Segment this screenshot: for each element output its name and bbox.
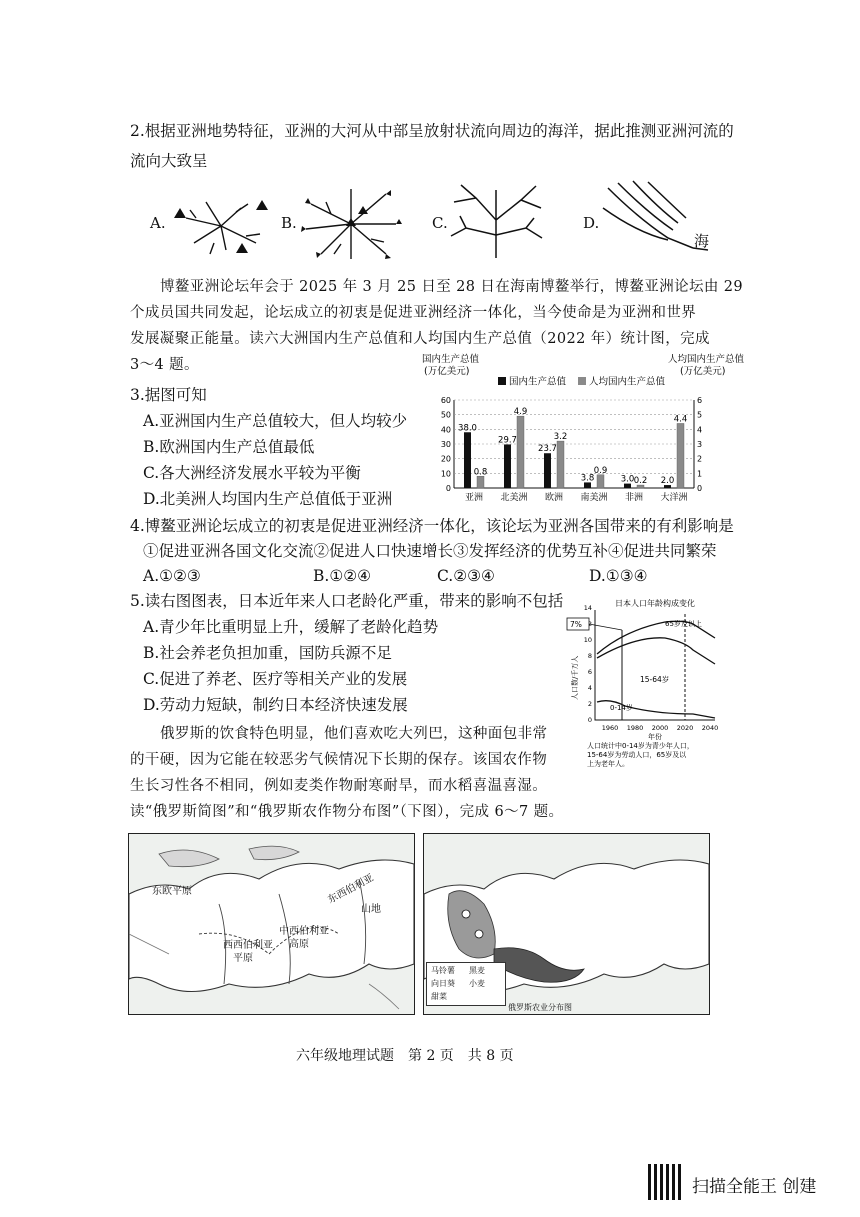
gdp-data-label: 3.0 — [620, 474, 635, 485]
gdp-ytick-right: 4 — [697, 425, 703, 435]
q2-option-c-figure — [446, 180, 546, 260]
agri-legend-sugar-beet: 甜菜 — [431, 992, 447, 1001]
q5-option-c: C.促进了养老、医疗等相关产业的发展 — [143, 670, 408, 688]
q2-option-b-figure — [296, 184, 406, 264]
qr-code-icon — [648, 1164, 684, 1200]
jp-note-2: 15-64岁为劳动人口，65岁及以 — [587, 751, 687, 759]
gdp-ytick-right: 1 — [697, 469, 703, 479]
map1-east-siberia-label-2: 山地 — [361, 904, 381, 915]
agri-legend-wheat: 小麦 — [469, 979, 485, 988]
gdp-ylabel-left-1: 国内生产总值 — [422, 354, 480, 365]
japan-chart-title: 日本人口年龄构成变化 — [615, 599, 695, 608]
q2-stem-line1: 2.根据亚洲地势特征，亚洲的大河从中部呈放射状流向周边的海洋，据此推测亚洲河流的 — [130, 122, 734, 140]
gdp-category-label: 南美洲 — [580, 493, 608, 503]
q4-stem: 4.博鳌亚洲论坛成立的初衷是促进亚洲经济一体化，该论坛为亚洲各国带来的有利影响是 — [130, 517, 734, 535]
jp-ytick-4: 4 — [587, 684, 592, 692]
jp-xtick-1960: 1960 — [601, 724, 619, 732]
q4-option-b: B.①②④ — [313, 567, 372, 585]
gdp-data-label: 23.7 — [538, 444, 557, 455]
q2-option-c-label: C. — [432, 214, 448, 232]
russia-map-drawing — [129, 834, 414, 1014]
gdp-data-label: 29.7 — [498, 435, 517, 446]
q2-option-d-label: D. — [583, 214, 600, 232]
gdp-category-label: 北美洲 — [500, 493, 528, 503]
q3-option-b: B.欧洲国内生产总值最低 — [143, 438, 315, 456]
jp-label-young: 0-14岁 — [610, 704, 633, 712]
gdp-bar — [464, 432, 471, 488]
scanner-watermark: 扫描全能王 创建 — [692, 1177, 817, 1197]
q3-option-a: A.亚洲国内生产总值较大，但人均较少 — [143, 412, 408, 430]
map1-east-siberia-label-1: 东西伯利亚 — [326, 872, 376, 906]
q4-items: ①促进亚洲各国文化交流②促进人口快速增长③发挥经济的优势互补④促进共同繁荣 — [143, 542, 717, 560]
russia-simple-map — [128, 833, 415, 1015]
gdp-data-label: 2.0 — [660, 476, 675, 487]
jp-ytick-10: 10 — [583, 636, 592, 644]
gdp-ylabel-right-2: (万亿美元) — [680, 366, 726, 377]
gdp-ytick-right: 0 — [697, 484, 703, 493]
gdp-ytick-left: 60 — [440, 396, 451, 405]
jp-xlabel: 年份 — [648, 733, 662, 741]
jp-note-1: 人口统计中0-14岁为青少年人口， — [587, 742, 694, 750]
legend-label-gdp: 国内生产总值 — [509, 376, 567, 388]
per-capita-bar — [517, 416, 524, 488]
agri-legend-sunflower: 向日葵 — [431, 979, 455, 988]
intro2-line4: 读“俄罗斯简图”和“俄罗斯农作物分布图”（下图），完成 6～7 题。 — [130, 804, 564, 820]
gdp-ytick-right: 2 — [697, 454, 703, 464]
per-capita-bar — [477, 476, 484, 488]
per-capita-data-label: 4.4 — [673, 414, 688, 425]
q4-option-a: A.①②③ — [143, 567, 201, 585]
per-capita-bar — [557, 441, 564, 488]
intro2-line3: 生长习性各不相同，例如麦类作物耐寒耐旱，而水稻喜温喜湿。 — [130, 778, 548, 794]
q4-option-c: C.②③④ — [437, 567, 495, 585]
jp-callout: 7% — [570, 620, 582, 629]
gdp-category-label: 非洲 — [624, 493, 644, 503]
agri-legend-rye: 黑麦 — [469, 966, 485, 975]
japan-population-chart — [565, 590, 735, 766]
jp-xtick-2000: 2000 — [651, 724, 669, 732]
gdp-ytick-left: 30 — [440, 440, 451, 449]
jp-ytick-8: 8 — [587, 652, 592, 660]
q4-option-d: D.①③④ — [589, 567, 648, 585]
q2-option-b-label: B. — [281, 214, 297, 232]
jp-callout-leader — [589, 624, 622, 630]
gdp-ytick-left: 40 — [440, 425, 451, 435]
jp-xtick-2040: 2040 — [701, 724, 719, 732]
gdp-ylabel-left-2: (万亿美元) — [424, 366, 470, 377]
gdp-ytick-right: 3 — [697, 440, 703, 449]
agri-legend-potato: 马铃薯 — [431, 966, 455, 975]
gdp-ytick-left: 10 — [440, 469, 451, 479]
map1-central-siberia-label-2: 高原 — [289, 939, 309, 950]
jp-ytick-14: 14 — [583, 604, 592, 612]
gdp-data-label: 3.8 — [580, 473, 595, 484]
gdp-ytick-left: 20 — [440, 454, 451, 464]
intro2-line2: 的干硬，因为它能在较恶劣气候情况下长期的保存。该国农作物 — [130, 752, 548, 768]
gdp-category-label: 欧洲 — [544, 493, 564, 503]
q3-option-d: D.北美洲人均国内生产总值低于亚洲 — [143, 490, 393, 508]
per-capita-data-label: 0.9 — [593, 465, 608, 476]
jp-label-work: 15-64岁 — [640, 675, 670, 684]
map1-east-europe-label: 东欧平原 — [152, 886, 192, 897]
agri-legend — [426, 962, 506, 1006]
per-capita-data-label: 0.8 — [473, 467, 488, 478]
q5-option-b: B.社会养老负担加重，国防兵源不足 — [143, 644, 392, 662]
gdp-chart — [418, 352, 745, 508]
jp-ylabel: 人口数/千万人 — [571, 655, 579, 700]
gdp-bar — [544, 453, 551, 488]
q2-option-a-figure — [166, 188, 276, 260]
legend-swatch-gdp — [498, 377, 506, 385]
q3-option-c: C.各大洲经济发展水平较为平衡 — [143, 464, 361, 482]
jp-ytick-6: 6 — [587, 668, 592, 676]
jp-note-3: 上为老年人。 — [587, 760, 629, 768]
intro1-line4: 3～4 题。 — [130, 357, 199, 373]
per-capita-data-label: 3.2 — [553, 432, 568, 443]
gdp-ytick-right: 6 — [697, 396, 703, 405]
gdp-ytick-left: 50 — [440, 410, 451, 420]
jp-xtick-2020: 2020 — [676, 724, 694, 732]
gdp-category-label: 大洋洲 — [660, 493, 688, 503]
gdp-ylabel-right-1: 人均国内生产总值 — [668, 354, 745, 365]
gdp-data-label: 38.0 — [458, 423, 477, 434]
q3-stem: 3.据图可知 — [130, 386, 207, 404]
gdp-ytick-right: 5 — [697, 410, 703, 420]
page-footer: 六年级地理试题 第 2 页 共 8 页 — [296, 1048, 514, 1064]
per-capita-bar — [597, 475, 604, 488]
intro1-line2: 个成员国共同发起，论坛成立的初衷是促进亚洲经济一体化，当今使命是为亚洲和世界 — [130, 305, 697, 321]
agri-map-title: 俄罗斯农业分布图 — [508, 1003, 572, 1012]
q2-stem-line2: 流向大致呈 — [130, 152, 208, 170]
q5-stem: 5.读右图图表，日本近年来人口老龄化严重，带来的影响不包括 — [130, 592, 564, 610]
intro1-line1: 博鳌亚洲论坛年会于 2025 年 3 月 25 日至 28 日在海南博鳌举行，博鳌亚洲论坛由 29 — [160, 279, 744, 295]
legend-swatch-per-capita — [578, 377, 586, 385]
q5-option-a: A.青少年比重明显上升，缓解了老龄化趋势 — [143, 618, 439, 636]
intro2-line1: 俄罗斯的饮食特色明显，他们喜欢吃大列巴，这种面包非常 — [160, 726, 548, 742]
gdp-ytick-left: 0 — [445, 484, 451, 493]
per-capita-data-label: 4.9 — [513, 407, 528, 418]
intro1-line3: 发展凝聚正能量。读六大洲国内生产总值和人均国内生产总值（2022 年）统计图，完成 — [130, 331, 710, 347]
per-capita-data-label: 0.2 — [633, 476, 648, 487]
q2-sea-label: 海 — [694, 232, 710, 250]
map1-central-siberia-label-1: 中西伯利亚 — [279, 926, 329, 937]
legend-label-per-capita: 人均国内生产总值 — [589, 376, 666, 388]
map1-west-siberia-label-2: 平原 — [233, 953, 253, 964]
gdp-category-label: 亚洲 — [464, 493, 484, 503]
q2-option-a-label: A. — [150, 214, 166, 232]
jp-ytick-2: 2 — [587, 700, 592, 708]
q5-option-d: D.劳动力短缺，制约日本经济快速发展 — [143, 696, 408, 714]
per-capita-bar — [677, 423, 684, 488]
russia-agriculture-map — [423, 833, 710, 1015]
gdp-bar — [504, 444, 511, 488]
jp-ytick-0: 0 — [587, 716, 592, 724]
jp-xtick-1980: 1980 — [626, 724, 644, 732]
map1-west-siberia-label-1: 西西伯利亚 — [223, 940, 273, 951]
jp-label-old: 65岁及以上 — [665, 620, 702, 628]
